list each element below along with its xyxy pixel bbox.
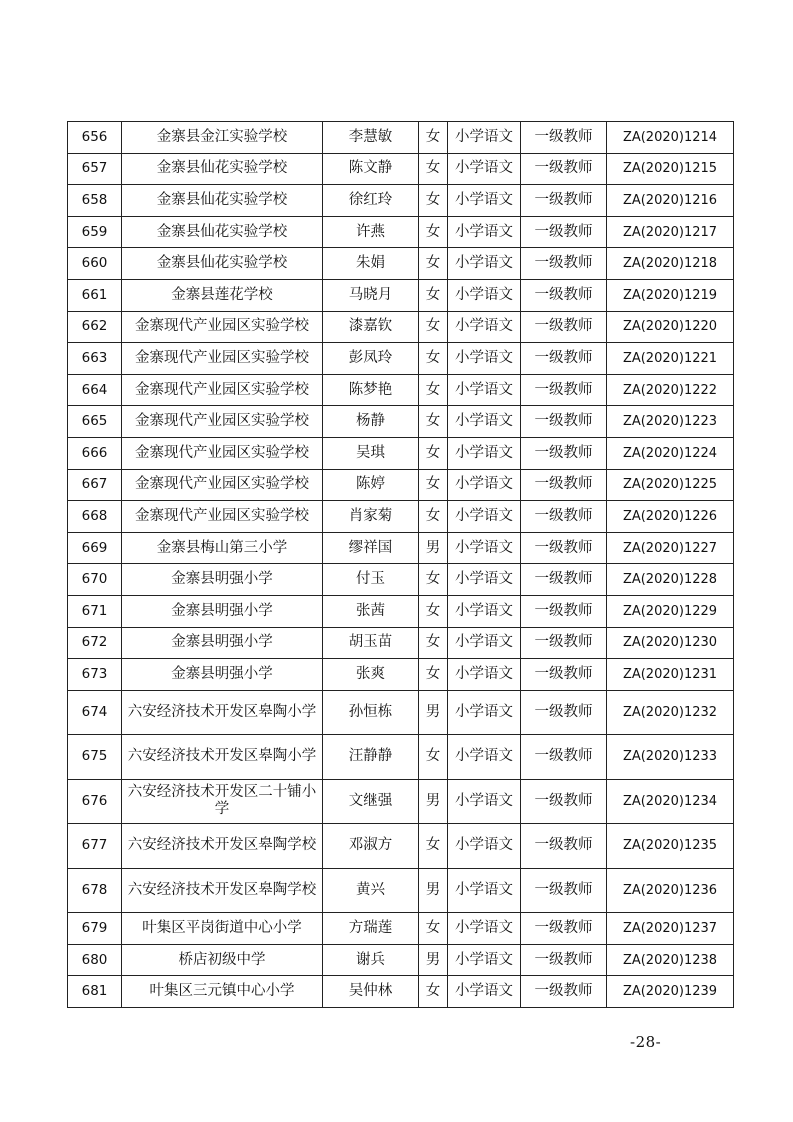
school-cell: 金寨现代产业园区实验学校: [122, 501, 323, 533]
subject-cell: 小学语文: [448, 564, 521, 596]
subject-cell: 小学语文: [448, 122, 521, 154]
certificate-number-cell: ZA(2020)1220: [607, 311, 734, 343]
teacher-name-cell: 陈梦艳: [323, 374, 419, 406]
table-row: [68, 868, 734, 913]
school-cell: 六安经济技术开发区皋陶小学: [122, 690, 323, 735]
row-number-cell: 664: [68, 374, 122, 406]
teacher-name-cell: 黄兴: [323, 868, 419, 913]
title-level-cell: 一级教师: [521, 279, 607, 311]
table-row: [68, 913, 734, 945]
teacher-name-cell: 张爽: [323, 659, 419, 691]
gender-cell: 男: [419, 944, 448, 976]
certificate-number-cell: ZA(2020)1219: [607, 279, 734, 311]
title-level-cell: 一级教师: [521, 248, 607, 280]
title-level-cell: 一级教师: [521, 122, 607, 154]
subject-cell: 小学语文: [448, 185, 521, 217]
row-number-cell: 677: [68, 824, 122, 869]
title-level-cell: 一级教师: [521, 501, 607, 533]
subject-cell: 小学语文: [448, 216, 521, 248]
gender-cell: 女: [419, 248, 448, 280]
subject-cell: 小学语文: [448, 913, 521, 945]
teacher-name-cell: 彭凤玲: [323, 343, 419, 375]
row-number-cell: 678: [68, 868, 122, 913]
subject-cell: 小学语文: [448, 690, 521, 735]
gender-cell: 女: [419, 627, 448, 659]
title-level-cell: 一级教师: [521, 824, 607, 869]
teacher-name-cell: 邓淑方: [323, 824, 419, 869]
gender-cell: 女: [419, 501, 448, 533]
title-level-cell: 一级教师: [521, 659, 607, 691]
row-number-cell: 679: [68, 913, 122, 945]
subject-cell: 小学语文: [448, 868, 521, 913]
subject-cell: 小学语文: [448, 735, 521, 780]
table-row: [68, 779, 734, 824]
teacher-name-cell: 徐红玲: [323, 185, 419, 217]
teacher-name-cell: 肖家菊: [323, 501, 419, 533]
title-level-cell: 一级教师: [521, 185, 607, 217]
gender-cell: 女: [419, 122, 448, 154]
gender-cell: 女: [419, 311, 448, 343]
certificate-number-cell: ZA(2020)1233: [607, 735, 734, 780]
table-row: [68, 627, 734, 659]
school-cell: 金寨县明强小学: [122, 627, 323, 659]
subject-cell: 小学语文: [448, 779, 521, 824]
table-row: [68, 564, 734, 596]
school-cell: 金寨县莲花学校: [122, 279, 323, 311]
teacher-name-cell: 张茜: [323, 595, 419, 627]
title-level-cell: 一级教师: [521, 779, 607, 824]
certificate-number-cell: ZA(2020)1225: [607, 469, 734, 501]
row-number-cell: 662: [68, 311, 122, 343]
school-cell: 金寨现代产业园区实验学校: [122, 437, 323, 469]
teacher-name-cell: 吴琪: [323, 437, 419, 469]
row-number-cell: 674: [68, 690, 122, 735]
school-cell: 金寨现代产业园区实验学校: [122, 311, 323, 343]
title-level-cell: 一级教师: [521, 216, 607, 248]
certificate-number-cell: ZA(2020)1230: [607, 627, 734, 659]
school-cell: 金寨县仙花实验学校: [122, 216, 323, 248]
school-cell: 叶集区三元镇中心小学: [122, 976, 323, 1008]
school-cell: 六安经济技术开发区二十铺小学: [122, 779, 323, 824]
title-level-cell: 一级教师: [521, 532, 607, 564]
title-level-cell: 一级教师: [521, 944, 607, 976]
table-row: [68, 944, 734, 976]
row-number-cell: 673: [68, 659, 122, 691]
school-cell: 金寨县梅山第三小学: [122, 532, 323, 564]
certificate-number-cell: ZA(2020)1227: [607, 532, 734, 564]
school-cell: 六安经济技术开发区皋陶学校: [122, 824, 323, 869]
school-cell: 金寨现代产业园区实验学校: [122, 406, 323, 438]
school-cell: 金寨县仙花实验学校: [122, 153, 323, 185]
teacher-name-cell: 吴仲林: [323, 976, 419, 1008]
certificate-number-cell: ZA(2020)1236: [607, 868, 734, 913]
subject-cell: 小学语文: [448, 501, 521, 533]
gender-cell: 女: [419, 216, 448, 248]
teacher-name-cell: 马晓月: [323, 279, 419, 311]
title-level-cell: 一级教师: [521, 374, 607, 406]
gender-cell: 女: [419, 185, 448, 217]
gender-cell: 女: [419, 595, 448, 627]
table-row: [68, 735, 734, 780]
gender-cell: 女: [419, 976, 448, 1008]
teacher-name-cell: 陈文静: [323, 153, 419, 185]
teacher-roster-table: [67, 121, 734, 1008]
table-row: [68, 976, 734, 1008]
school-cell: 金寨现代产业园区实验学校: [122, 469, 323, 501]
row-number-cell: 676: [68, 779, 122, 824]
row-number-cell: 672: [68, 627, 122, 659]
teacher-name-cell: 胡玉苗: [323, 627, 419, 659]
school-cell: 金寨县明强小学: [122, 595, 323, 627]
title-level-cell: 一级教师: [521, 976, 607, 1008]
teacher-name-cell: 杨静: [323, 406, 419, 438]
gender-cell: 女: [419, 824, 448, 869]
certificate-number-cell: ZA(2020)1215: [607, 153, 734, 185]
title-level-cell: 一级教师: [521, 690, 607, 735]
certificate-number-cell: ZA(2020)1238: [607, 944, 734, 976]
subject-cell: 小学语文: [448, 627, 521, 659]
teacher-name-cell: 付玉: [323, 564, 419, 596]
certificate-number-cell: ZA(2020)1223: [607, 406, 734, 438]
teacher-name-cell: 漆嘉钦: [323, 311, 419, 343]
certificate-number-cell: ZA(2020)1226: [607, 501, 734, 533]
school-cell: 金寨现代产业园区实验学校: [122, 374, 323, 406]
certificate-number-cell: ZA(2020)1239: [607, 976, 734, 1008]
row-number-cell: 680: [68, 944, 122, 976]
row-number-cell: 675: [68, 735, 122, 780]
table-row: [68, 279, 734, 311]
row-number-cell: 667: [68, 469, 122, 501]
title-level-cell: 一级教师: [521, 343, 607, 375]
school-cell: 金寨县仙花实验学校: [122, 248, 323, 280]
table-row: [68, 248, 734, 280]
title-level-cell: 一级教师: [521, 627, 607, 659]
teacher-name-cell: 朱娟: [323, 248, 419, 280]
subject-cell: 小学语文: [448, 976, 521, 1008]
title-level-cell: 一级教师: [521, 868, 607, 913]
subject-cell: 小学语文: [448, 595, 521, 627]
subject-cell: 小学语文: [448, 279, 521, 311]
row-number-cell: 660: [68, 248, 122, 280]
row-number-cell: 661: [68, 279, 122, 311]
gender-cell: 男: [419, 779, 448, 824]
gender-cell: 女: [419, 735, 448, 780]
school-cell: 金寨县金江实验学校: [122, 122, 323, 154]
teacher-name-cell: 谢兵: [323, 944, 419, 976]
table-row: [68, 532, 734, 564]
table-row: [68, 122, 734, 154]
certificate-number-cell: ZA(2020)1229: [607, 595, 734, 627]
teacher-name-cell: 汪静静: [323, 735, 419, 780]
row-number-cell: 670: [68, 564, 122, 596]
certificate-number-cell: ZA(2020)1235: [607, 824, 734, 869]
title-level-cell: 一级教师: [521, 913, 607, 945]
teacher-name-cell: 陈婷: [323, 469, 419, 501]
certificate-number-cell: ZA(2020)1218: [607, 248, 734, 280]
subject-cell: 小学语文: [448, 343, 521, 375]
row-number-cell: 668: [68, 501, 122, 533]
row-number-cell: 681: [68, 976, 122, 1008]
table-row: [68, 406, 734, 438]
teacher-name-cell: 文继强: [323, 779, 419, 824]
certificate-number-cell: ZA(2020)1228: [607, 564, 734, 596]
school-cell: 六安经济技术开发区皋陶学校: [122, 868, 323, 913]
row-number-cell: 657: [68, 153, 122, 185]
subject-cell: 小学语文: [448, 659, 521, 691]
gender-cell: 男: [419, 532, 448, 564]
gender-cell: 女: [419, 469, 448, 501]
page-number: -28-: [630, 1033, 662, 1051]
row-number-cell: 656: [68, 122, 122, 154]
teacher-name-cell: 方瑞莲: [323, 913, 419, 945]
title-level-cell: 一级教师: [521, 735, 607, 780]
table-body: [68, 122, 734, 1008]
certificate-number-cell: ZA(2020)1231: [607, 659, 734, 691]
school-cell: 金寨现代产业园区实验学校: [122, 343, 323, 375]
title-level-cell: 一级教师: [521, 437, 607, 469]
table-row: [68, 216, 734, 248]
teacher-name-cell: 李慧敏: [323, 122, 419, 154]
subject-cell: 小学语文: [448, 374, 521, 406]
school-cell: 金寨县明强小学: [122, 659, 323, 691]
teacher-name-cell: 缪祥国: [323, 532, 419, 564]
school-cell: 金寨县仙花实验学校: [122, 185, 323, 217]
table-row: [68, 659, 734, 691]
row-number-cell: 665: [68, 406, 122, 438]
gender-cell: 女: [419, 406, 448, 438]
table-row: [68, 374, 734, 406]
gender-cell: 女: [419, 279, 448, 311]
table-row: [68, 437, 734, 469]
certificate-number-cell: ZA(2020)1237: [607, 913, 734, 945]
table-row: [68, 153, 734, 185]
gender-cell: 女: [419, 659, 448, 691]
row-number-cell: 659: [68, 216, 122, 248]
gender-cell: 女: [419, 913, 448, 945]
table-row: [68, 185, 734, 217]
title-level-cell: 一级教师: [521, 469, 607, 501]
school-cell: 桥店初级中学: [122, 944, 323, 976]
certificate-number-cell: ZA(2020)1216: [607, 185, 734, 217]
table-row: [68, 311, 734, 343]
row-number-cell: 669: [68, 532, 122, 564]
certificate-number-cell: ZA(2020)1221: [607, 343, 734, 375]
certificate-number-cell: ZA(2020)1234: [607, 779, 734, 824]
school-cell: 叶集区平岗街道中心小学: [122, 913, 323, 945]
gender-cell: 女: [419, 153, 448, 185]
certificate-number-cell: ZA(2020)1214: [607, 122, 734, 154]
gender-cell: 女: [419, 437, 448, 469]
table-row: [68, 595, 734, 627]
title-level-cell: 一级教师: [521, 406, 607, 438]
subject-cell: 小学语文: [448, 248, 521, 280]
title-level-cell: 一级教师: [521, 153, 607, 185]
certificate-number-cell: ZA(2020)1222: [607, 374, 734, 406]
subject-cell: 小学语文: [448, 437, 521, 469]
gender-cell: 女: [419, 374, 448, 406]
gender-cell: 女: [419, 343, 448, 375]
row-number-cell: 663: [68, 343, 122, 375]
subject-cell: 小学语文: [448, 406, 521, 438]
gender-cell: 男: [419, 868, 448, 913]
subject-cell: 小学语文: [448, 944, 521, 976]
table-row: [68, 469, 734, 501]
school-cell: 六安经济技术开发区皋陶小学: [122, 735, 323, 780]
title-level-cell: 一级教师: [521, 564, 607, 596]
table-row: [68, 824, 734, 869]
subject-cell: 小学语文: [448, 532, 521, 564]
title-level-cell: 一级教师: [521, 311, 607, 343]
row-number-cell: 671: [68, 595, 122, 627]
certificate-number-cell: ZA(2020)1217: [607, 216, 734, 248]
row-number-cell: 666: [68, 437, 122, 469]
subject-cell: 小学语文: [448, 311, 521, 343]
table-row: [68, 343, 734, 375]
teacher-name-cell: 许燕: [323, 216, 419, 248]
certificate-number-cell: ZA(2020)1224: [607, 437, 734, 469]
gender-cell: 男: [419, 690, 448, 735]
subject-cell: 小学语文: [448, 824, 521, 869]
subject-cell: 小学语文: [448, 469, 521, 501]
gender-cell: 女: [419, 564, 448, 596]
school-cell: 金寨县明强小学: [122, 564, 323, 596]
teacher-name-cell: 孙恒栋: [323, 690, 419, 735]
subject-cell: 小学语文: [448, 153, 521, 185]
row-number-cell: 658: [68, 185, 122, 217]
table-row: [68, 690, 734, 735]
table-row: [68, 501, 734, 533]
certificate-number-cell: ZA(2020)1232: [607, 690, 734, 735]
title-level-cell: 一级教师: [521, 595, 607, 627]
